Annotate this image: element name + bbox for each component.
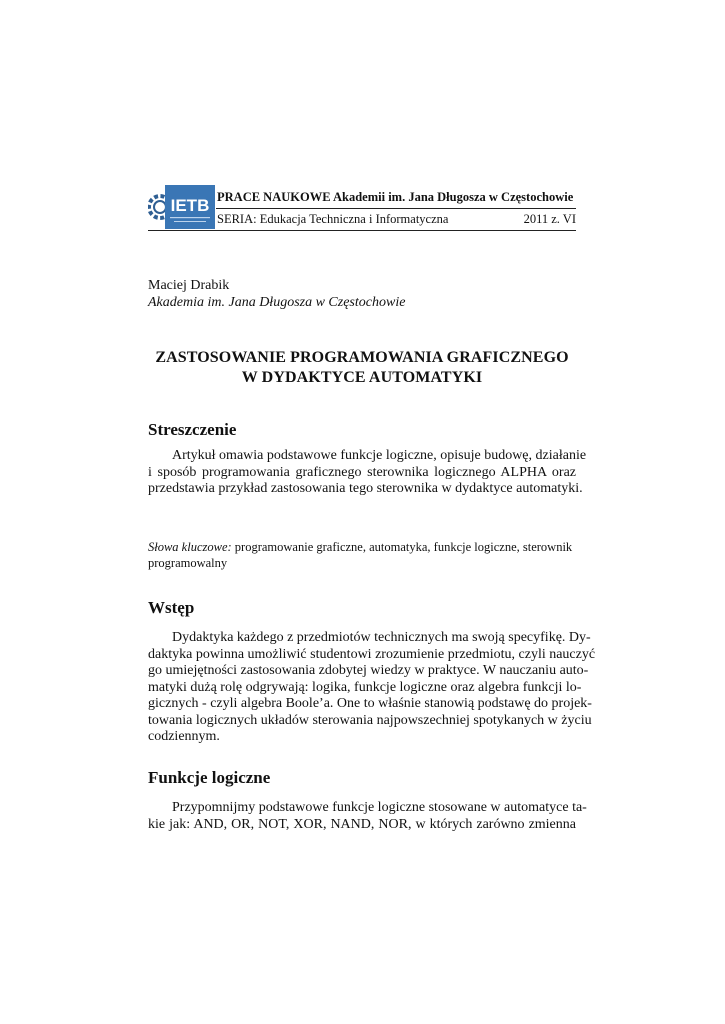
- logic-text: [148, 800, 587, 833]
- volume-label: 2011 z. VI: [523, 212, 576, 226]
- intro-line: gicznych - czyli algebra Boole’a. One to właśnie stanowią podstawę do projek-: [148, 696, 592, 711]
- ietb-logo: [148, 183, 216, 231]
- keywords-label: Słowa kluczowe:: [148, 540, 232, 554]
- paper-title: [148, 348, 576, 388]
- header-divider: [216, 208, 576, 209]
- intro-text: [148, 630, 596, 746]
- intro-heading: Wstęp: [148, 598, 195, 617]
- logic-line: kie jak: AND, OR, NOT, XOR, NAND, NOR, w których zarówno zmienna: [148, 816, 576, 832]
- intro-line: towania logicznych układów sterowania najpowszechniej spotykanych w życiu: [148, 712, 592, 728]
- logo-text: IETB: [170, 196, 210, 215]
- series-title: PRACE NAUKOWE Akademii im. Jana Długosza w Częstochowie: [217, 190, 574, 204]
- author-affiliation: Akademia im. Jana Długosza w Częstochowie: [148, 295, 406, 310]
- logic-heading: Funkcje logiczne: [148, 768, 271, 787]
- author-name: Maciej Drabik: [148, 278, 230, 293]
- abstract-heading: Streszczenie: [148, 420, 237, 439]
- logic-line: Przypomnijmy podstawowe funkcje logiczne stosowane w automatyce ta-: [172, 800, 587, 815]
- series-name: SERIA: Edukacja Techniczna i Informatyczna: [217, 212, 449, 226]
- intro-line: Dydaktyka każdego z przedmiotów technicznych ma swoją specyfikę. Dy-: [172, 630, 591, 645]
- abstract-text: [148, 448, 587, 498]
- logo-rule: [174, 221, 206, 222]
- author-block: [148, 277, 405, 311]
- series-subtitle-row: [217, 212, 576, 227]
- title-line: ZASTOSOWANIE PROGRAMOWANIA GRAFICZNEGO: [155, 349, 569, 366]
- keywords-text: programowalny: [148, 555, 228, 570]
- keywords: [148, 540, 576, 571]
- intro-line: codziennym.: [148, 729, 220, 744]
- abstract-line: Artykuł omawia podstawowe funkcje logiczne, opisuje budowę, działanie: [172, 448, 587, 463]
- logo-rule: [170, 217, 210, 218]
- keywords-text: programowanie graficzne, automatyka, funkcje logiczne, sterownik: [231, 540, 573, 554]
- abstract-line: przedstawia przykład zastosowania tego sterownika w dydaktyce automatyki.: [148, 481, 583, 496]
- header-bottom-divider: [148, 230, 576, 231]
- title-line: W DYDAKTYCE AUTOMATYKI: [241, 369, 483, 386]
- intro-line: matyki dużą rolę odgrywają: logika, funkcje logiczne oraz algebra funkcji lo-: [148, 679, 582, 695]
- intro-line: daktyka powinna umożliwić studentowi zrozumienie przedmiotu, czyli nauczyć: [148, 646, 596, 662]
- intro-line: go umiejętności zastosowania zdobytej wiedzy w praktyce. W nauczaniu auto-: [148, 663, 589, 678]
- abstract-line: i sposób programowania graficznego sterownika logicznego ALPHA oraz: [148, 464, 576, 480]
